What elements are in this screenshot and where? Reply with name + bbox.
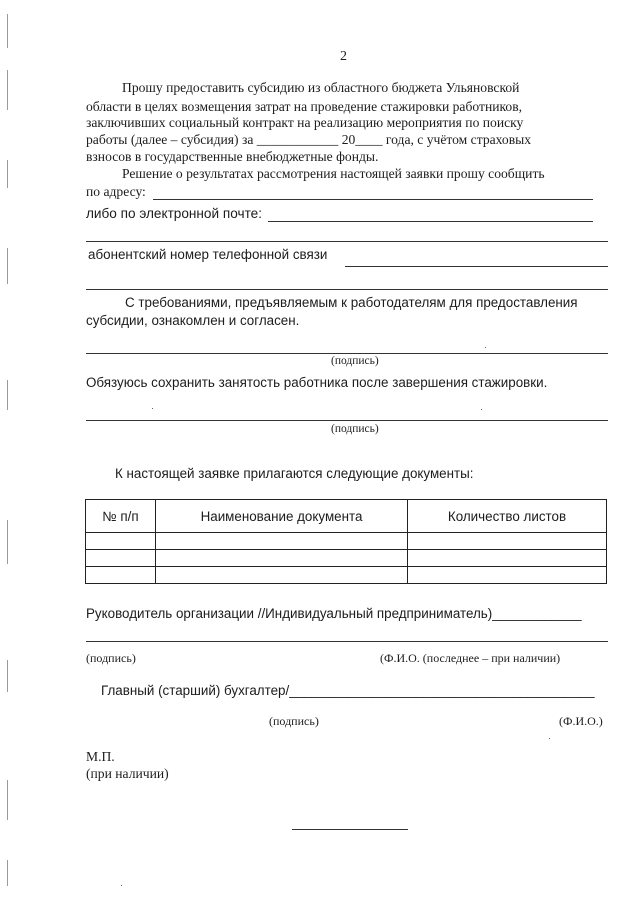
scan-speck [481, 409, 482, 410]
seal-note: (при наличии) [86, 766, 169, 781]
phone-label: абонентский номер телефонной связи [88, 247, 328, 262]
address-label: по адресу: [86, 184, 146, 199]
request-line-2: области в целях возмещения затрат на проведение стажировки работников, [86, 99, 523, 114]
request-line-5: взносов в государственные внебюджетные фонды. [86, 149, 379, 164]
employment-commitment: Обязуюсь сохранить занятость работника после завершения стажировки. [86, 375, 548, 390]
request-line-4: работы (далее – субсидия) за ____________ 20____ года, с учётом страховых [86, 132, 532, 147]
decision-line-1: Решение о результатах рассмотрения настоящей заявки прошу сообщить [122, 166, 545, 181]
seal-label: М.П. [86, 749, 115, 764]
scan-edge-mark [7, 160, 8, 188]
scan-edge-mark [7, 14, 8, 48]
phone-continuation-line[interactable] [86, 289, 608, 290]
email-field-line[interactable] [268, 221, 593, 222]
address-continuation-line[interactable] [86, 241, 608, 242]
table-cell[interactable] [86, 533, 156, 550]
signature-line-1[interactable] [86, 353, 608, 354]
head-signature-label: Руководитель организации //Индивидуальный предприниматель)____________ [86, 606, 582, 621]
table-cell[interactable] [156, 550, 408, 567]
table-header-sheet-count: Количество листов [408, 500, 607, 533]
scan-edge-mark [7, 248, 8, 284]
table-cell[interactable] [156, 533, 408, 550]
table-cell[interactable] [408, 550, 607, 567]
scan-edge-mark [7, 70, 8, 110]
table-row [86, 550, 607, 567]
accountant-signature-label: Главный (старший) бухгалтер/_________________________________________ [101, 683, 595, 698]
table-cell[interactable] [408, 567, 607, 584]
address-field-line[interactable] [153, 199, 593, 200]
table-cell[interactable] [86, 567, 156, 584]
scan-edge-mark [7, 380, 8, 410]
scan-edge-mark [7, 780, 8, 820]
email-label: либо по электронной почте: [86, 206, 262, 221]
scan-edge-mark [7, 520, 8, 564]
table-cell[interactable] [156, 567, 408, 584]
page-number: 2 [340, 49, 347, 64]
signature-caption-1: (подпись) [331, 355, 379, 367]
attachments-intro: К настоящей заявке прилагаются следующие документы: [115, 466, 474, 481]
requirements-line-2: субсидии, ознакомлен и согласен. [86, 313, 300, 328]
table-header-document-name: Наименование документа [156, 500, 408, 533]
documents-table [85, 499, 607, 584]
accountant-name-caption: (Ф.И.О.) [559, 714, 603, 728]
scan-edge-mark [7, 660, 8, 692]
scan-speck [121, 885, 122, 886]
scan-edge-mark [7, 860, 8, 886]
signature-caption-2: (подпись) [331, 423, 379, 435]
table-cell[interactable] [408, 533, 607, 550]
requirements-line-1: С требованиями, предъявляемым к работодателям для предоставления [125, 295, 578, 310]
table-row [86, 533, 607, 550]
table-row [86, 567, 607, 584]
signature-line-2[interactable] [86, 420, 608, 421]
head-sign-caption: (подпись) [86, 651, 136, 665]
head-signature-line[interactable] [86, 641, 608, 642]
scan-speck [152, 408, 153, 409]
phone-field-line[interactable] [345, 266, 608, 267]
request-line-1: Прошу предоставить субсидию из областного бюджета Ульяновской [122, 80, 520, 95]
accountant-sign-caption: (подпись) [269, 714, 319, 728]
table-header-number: № п/п [86, 500, 156, 533]
scan-speck [549, 738, 550, 739]
footer-separator [292, 829, 408, 830]
table-cell[interactable] [86, 550, 156, 567]
table-header-row [86, 500, 607, 533]
request-line-3: заключивших социальный контракт на реализацию мероприятия по поиску [86, 115, 524, 130]
scan-speck [485, 347, 486, 348]
head-name-caption: (Ф.И.О. (последнее – при наличии) [380, 651, 561, 665]
